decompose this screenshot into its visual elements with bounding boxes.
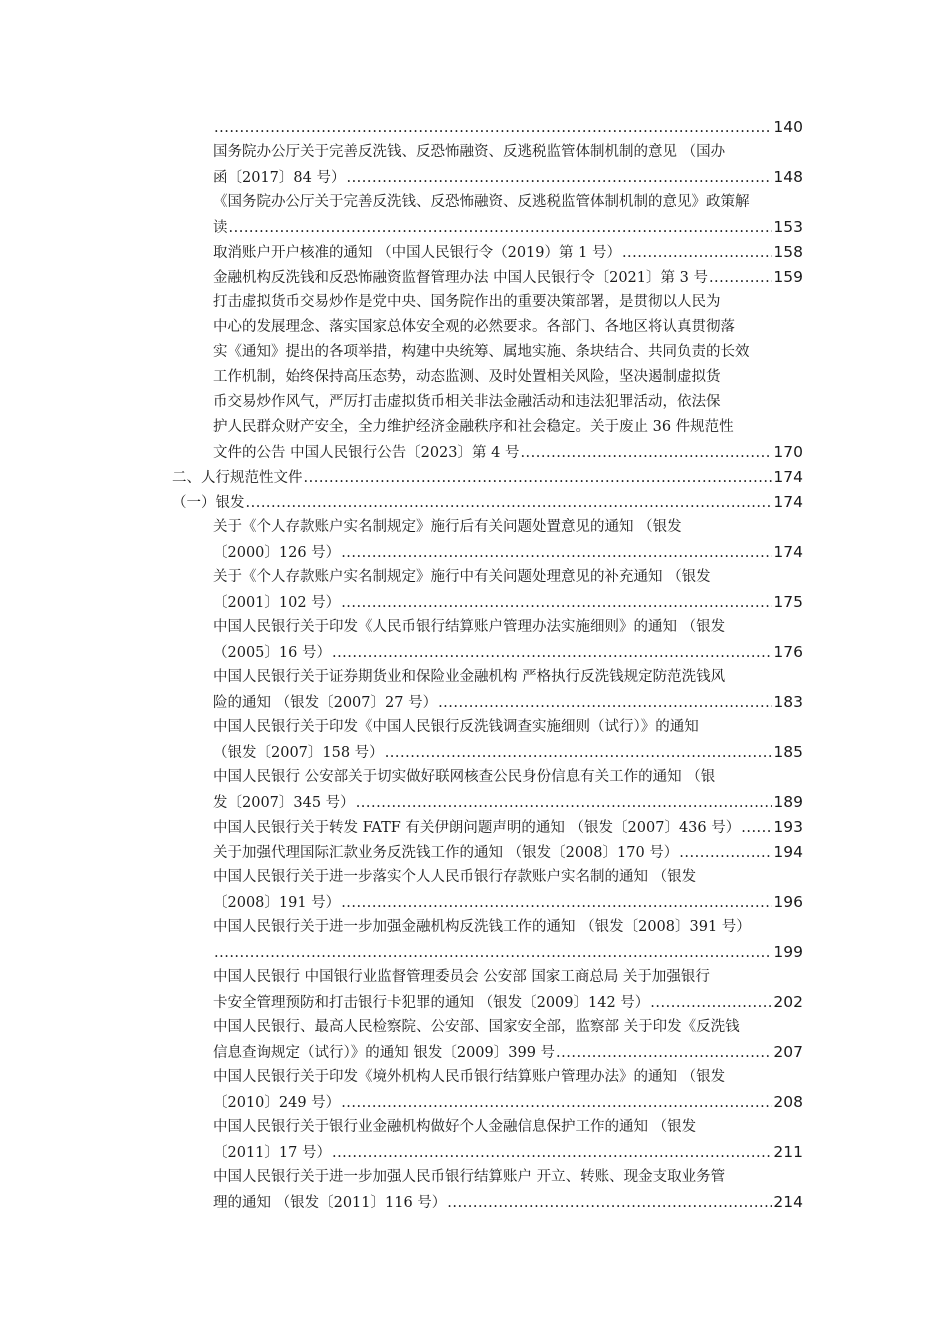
page-number: 174 (773, 468, 803, 486)
dot-leader (679, 841, 772, 865)
toc-entry-line[interactable]: 中国人民银行关于证券期货业和保险业金融机构 严格执行反洗钱规定防范洗钱风 (213, 669, 726, 685)
toc-entry-text: 读 (213, 220, 228, 236)
dot-leader (556, 1041, 772, 1065)
toc-section-heading[interactable] (0, 465, 803, 490)
toc-entry-text: 金融机构反洗钱和反恐怖融资监督管理办法 中国人民银行令〔2021〕第 3 号 (213, 270, 708, 286)
dot-leader (709, 266, 772, 290)
toc-entry-continuation[interactable] (0, 115, 803, 140)
toc-entry-text: 发〔2007〕345 号） (213, 795, 355, 811)
toc-entry-line[interactable]: 币交易炒作风气，严厉打击虚拟货币相关非法金融活动和违法犯罪活动，依法保 (213, 394, 721, 410)
toc-entry-line[interactable]: 中国人民银行关于进一步加强人民币银行结算账户 开立、转账、现金支取业务管 (213, 1169, 726, 1185)
toc-entry-last-line[interactable] (0, 640, 803, 665)
toc-entry-last-line[interactable] (0, 165, 803, 190)
toc-entry-text: （2005〕16 号） (213, 645, 331, 661)
toc-entry-last-line[interactable] (0, 590, 803, 615)
table-of-contents (0, 115, 950, 1215)
toc-entry[interactable] (0, 840, 803, 865)
toc-entry-text: 〔2011〕17 号） (213, 1145, 331, 1161)
toc-entry-line[interactable]: 中国人民银行关于印发《人民币银行结算账户管理办法实施细则》的通知 （银发 (213, 619, 726, 635)
page-number: 196 (773, 893, 803, 911)
toc-entry-line[interactable]: 护人民群众财产安全，全力维护经济金融秩序和社会稳定。关于废止 36 件规范性 (213, 419, 734, 435)
toc-entry-last-line[interactable] (0, 215, 803, 240)
dot-leader (622, 241, 772, 265)
page-number: 202 (773, 993, 803, 1011)
toc-entry-last-line[interactable] (0, 440, 803, 465)
dot-leader (341, 891, 772, 915)
dot-leader (341, 591, 772, 615)
toc-entry[interactable] (0, 265, 803, 290)
toc-entry-text: 理的通知 （银发〔2011〕116 号） (213, 1195, 447, 1211)
toc-entry-text: 险的通知 （银发〔2007〕27 号） (213, 695, 438, 711)
toc-entry-line[interactable]: 中国人民银行、最高人民检察院、公安部、国家安全部，监察部 关于印发《反洗钱 (213, 1019, 740, 1035)
toc-entry-text: 函〔2017〕84 号） (213, 170, 346, 186)
page-number: 175 (773, 593, 803, 611)
subsection-title: （一）银发 (172, 495, 245, 511)
page-number: 158 (773, 243, 803, 261)
dot-leader (447, 1191, 772, 1215)
toc-entry-line[interactable]: 中国人民银行关于印发《中国人民银行反洗钱调查实施细则（试行）》的通知 (213, 719, 699, 735)
toc-entry-last-line[interactable] (0, 690, 803, 715)
page-number: 170 (773, 443, 803, 461)
toc-entry-text: 〔2008〕191 号） (213, 895, 341, 911)
page-number: 208 (773, 1093, 803, 1111)
dot-leader (438, 691, 772, 715)
dot-leader (332, 1141, 772, 1165)
toc-entry-line[interactable]: 中国人民银行 公安部关于切实做好联网核查公民身份信息有关工作的通知 （银 (213, 769, 716, 785)
toc-entry-last-line[interactable] (0, 890, 803, 915)
toc-entry-last-line[interactable] (0, 940, 803, 965)
page-number: 189 (773, 793, 803, 811)
page-number: 199 (773, 943, 803, 961)
dot-leader (341, 1091, 772, 1115)
page-number: 159 (773, 268, 803, 286)
dot-leader (341, 541, 772, 565)
toc-entry-text: 中国人民银行关于转发 FATF 有关伊朗问题声明的通知 （银发〔2007〕436 号） (213, 820, 741, 836)
dot-leader (214, 941, 772, 965)
page-number: 174 (773, 543, 803, 561)
toc-entry-text: 〔2010〕249 号） (213, 1095, 341, 1111)
toc-entry-line[interactable]: 中国人民银行关于印发《境外机构人民币银行结算账户管理办法》的通知 （银发 (213, 1069, 726, 1085)
toc-entry-text: 文件的公告 中国人民银行公告〔2023〕第 4 号 (213, 445, 520, 461)
toc-entry-line[interactable]: 国务院办公厅关于完善反洗钱、反恐怖融资、反逃税监管体制机制的意见 （国办 (213, 144, 726, 160)
toc-entry-line[interactable]: 中国人民银行关于银行业金融机构做好个人金融信息保护工作的通知 （银发 (213, 1119, 697, 1135)
toc-subsection-heading[interactable] (0, 490, 803, 515)
toc-entry-line[interactable]: 中国人民银行关于进一步落实个人人民币银行存款账户实名制的通知 （银发 (213, 869, 697, 885)
page-number: 148 (773, 168, 803, 186)
toc-entry-text: 取消账户开户核准的通知 （中国人民银行令（2019）第 1 号） (213, 245, 621, 261)
section-title: 二、人行规范性文件 (172, 470, 303, 486)
toc-entry-last-line[interactable] (0, 540, 803, 565)
dot-leader (332, 641, 772, 665)
dot-leader (741, 816, 772, 840)
toc-entry-text: 关于加强代理国际汇款业务反洗钱工作的通知 （银发〔2008〕170 号） (213, 845, 679, 861)
toc-entry-last-line[interactable] (0, 740, 803, 765)
toc-entry-line[interactable]: 中国人民银行关于进一步加强金融机构反洗钱工作的通知 （银发〔2008〕391 号） (213, 919, 751, 935)
toc-entry-text: （银发〔2007〕158 号） (213, 745, 384, 761)
dot-leader (246, 491, 773, 515)
page-number: 140 (773, 118, 803, 136)
dot-leader (214, 116, 772, 140)
page-number: 185 (773, 743, 803, 761)
toc-entry-last-line[interactable] (0, 1190, 803, 1215)
toc-entry-line[interactable]: 打击虚拟货币交易炒作是党中央、国务院作出的重要决策部署，是贯彻以人民为 (213, 294, 721, 310)
page-number: 211 (773, 1143, 803, 1161)
toc-entry-line[interactable]: 《国务院办公厅关于完善反洗钱、反恐怖融资、反逃税监管体制机制的意见》政策解 (213, 194, 750, 210)
page-number: 194 (773, 843, 803, 861)
toc-entry-text: 信息查询规定（试行）》的通知 银发〔2009〕399 号 (213, 1045, 556, 1061)
page-number: 214 (773, 1193, 803, 1211)
page-number: 176 (773, 643, 803, 661)
dot-leader (304, 466, 773, 490)
toc-entry-line[interactable]: 中国人民银行 中国银行业监督管理委员会 公安部 国家工商总局 关于加强银行 (213, 969, 710, 985)
page-number: 207 (773, 1043, 803, 1061)
toc-entry[interactable] (0, 815, 803, 840)
toc-entry-text: 卡安全管理预防和打击银行卡犯罪的通知 （银发〔2009〕142 号） (213, 995, 650, 1011)
page-number: 153 (773, 218, 803, 236)
toc-entry-last-line[interactable] (0, 790, 803, 815)
toc-entry-line[interactable]: 关于《个人存款账户实名制规定》施行中有关问题处理意见的补充通知 （银发 (213, 569, 711, 585)
toc-entry-last-line[interactable] (0, 990, 803, 1015)
dot-leader (385, 741, 773, 765)
dot-leader (356, 791, 773, 815)
page-number: 183 (773, 693, 803, 711)
toc-entry-last-line[interactable] (0, 1040, 803, 1065)
page-number: 193 (773, 818, 803, 836)
dot-leader (229, 216, 773, 240)
page-number: 174 (773, 493, 803, 511)
dot-leader (346, 166, 772, 190)
toc-entry-line[interactable]: 工作机制，始终保持高压态势，动态监测、及时处置相关风险，坚决遏制虚拟货 (213, 369, 721, 385)
toc-entry-line[interactable]: 中心的发展理念、落实国家总体安全观的必然要求。各部门、各地区将认真贯彻落 (213, 319, 735, 335)
toc-entry-text: 〔2000〕126 号） (213, 545, 341, 561)
toc-entry-last-line[interactable] (0, 1090, 803, 1115)
toc-entry-last-line[interactable] (0, 1140, 803, 1165)
toc-entry-line[interactable]: 关于《个人存款账户实名制规定》施行后有关问题处置意见的通知 （银发 (213, 519, 682, 535)
toc-entry[interactable] (0, 240, 803, 265)
toc-entry-line[interactable]: 实《通知》提出的各项举措，构建中央统筹、属地实施、条块结合、共同负责的长效 (213, 344, 750, 360)
dot-leader (520, 441, 772, 465)
toc-entry-text: 〔2001〕102 号） (213, 595, 341, 611)
dot-leader (650, 991, 772, 1015)
